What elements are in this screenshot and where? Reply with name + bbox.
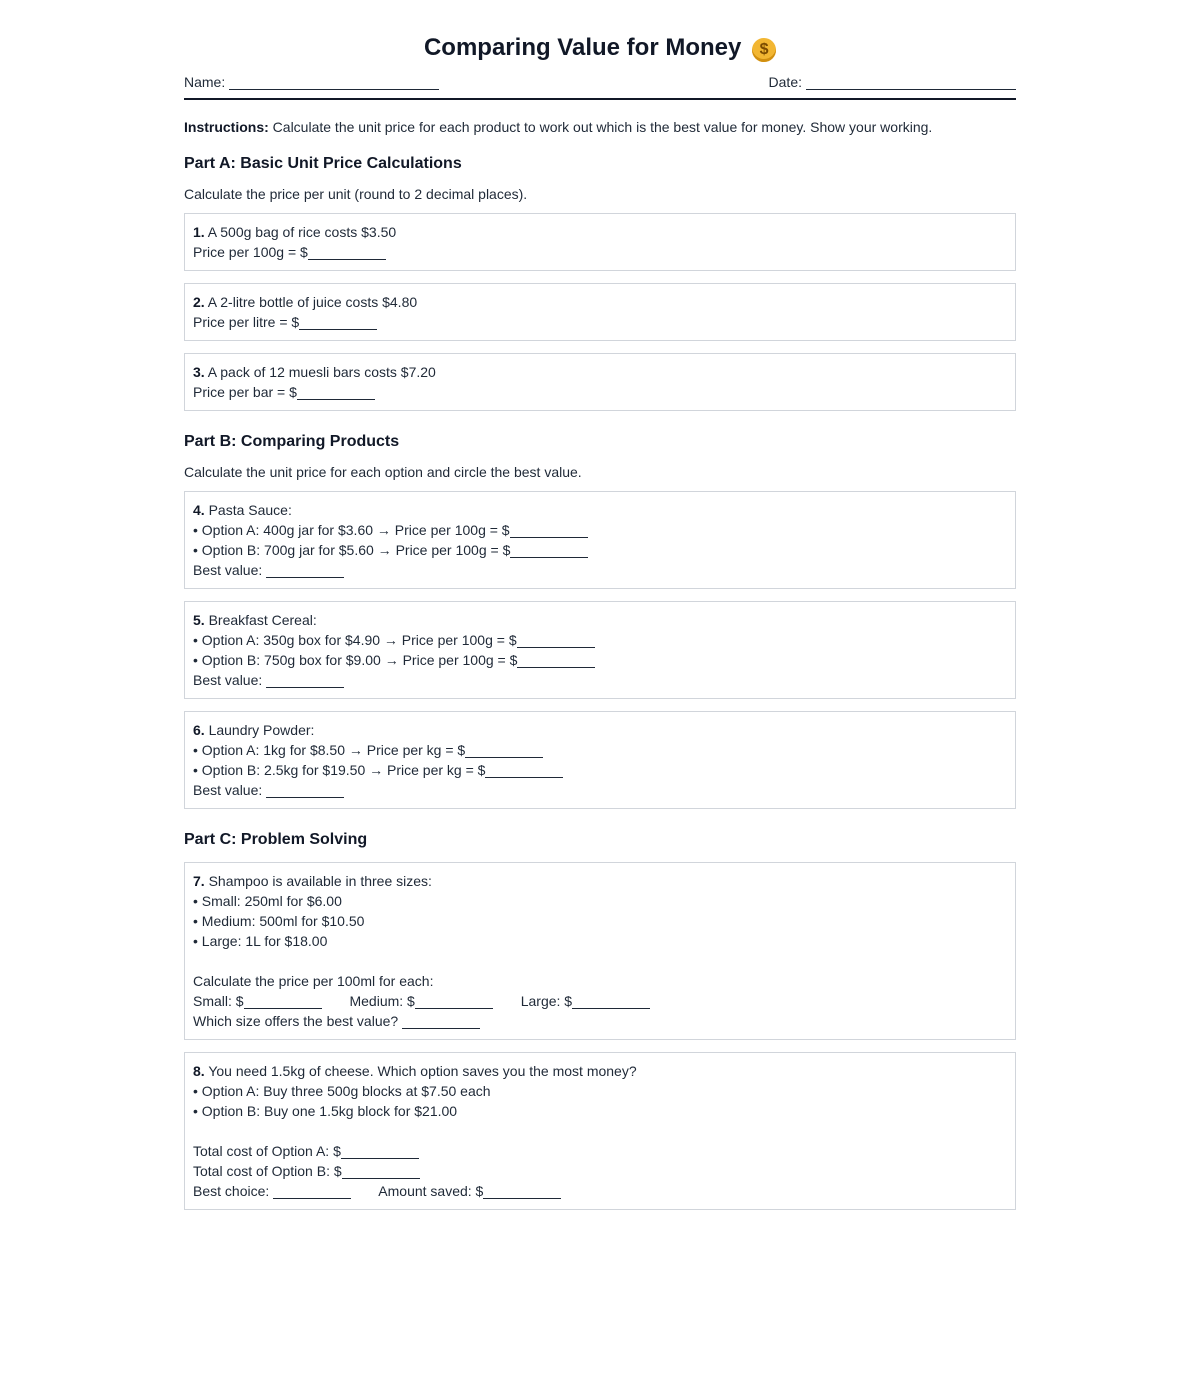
instructions-label: Instructions: (184, 119, 269, 135)
question-8 (184, 1052, 1016, 1210)
question-6 (184, 711, 1016, 809)
question-number: 6. (193, 722, 205, 738)
date-line[interactable] (806, 75, 1016, 90)
question-number: 1. (193, 224, 205, 240)
money-bag-icon: $ (752, 38, 776, 62)
name-label: Name: (184, 74, 226, 90)
question-number: 5. (193, 612, 205, 628)
option-b-text: • Option B: 750g box for $9.00 → Price per 100g = $ (193, 652, 518, 668)
option-b-text: • Option B: 700g jar for $5.60 → Price per 100g = $ (193, 542, 511, 558)
answer-label: Price per litre = $ (193, 314, 300, 330)
total-b-label: Total cost of Option B: $ (193, 1163, 342, 1179)
question-4 (184, 491, 1016, 589)
answer-blank[interactable] (517, 653, 595, 668)
answer-blank[interactable] (297, 385, 375, 400)
question-text: You need 1.5kg of cheese. Which option saves you the most money? (204, 1063, 637, 1079)
option-b-text: • Option B: 2.5kg for $19.50 → Price per kg = $ (193, 762, 486, 778)
answer-blank[interactable] (510, 523, 588, 538)
part-a-subtext: Calculate the price per unit (round to 2 decimal places). (184, 186, 528, 202)
best-choice-blank[interactable] (273, 1184, 351, 1199)
question-text: A pack of 12 muesli bars costs $7.20 (204, 364, 436, 380)
date-field (769, 74, 1016, 90)
amount-saved-blank[interactable] (483, 1184, 561, 1199)
medium-blank[interactable] (415, 994, 493, 1009)
header-row (184, 74, 1016, 100)
best-choice-label: Best choice: (193, 1183, 274, 1199)
calc-label: Calculate the price per 100ml for each: (193, 973, 434, 989)
size-small: • Small: 250ml for $6.00 (193, 893, 342, 909)
answer-blank[interactable] (485, 763, 563, 778)
answer-label: Price per bar = $ (193, 384, 297, 400)
question-text: Breakfast Cereal: (204, 612, 317, 628)
part-c-heading: Part C: Problem Solving (184, 831, 368, 848)
part-b-heading: Part B: Comparing Products (184, 433, 400, 450)
question-text: Laundry Powder: (204, 722, 315, 738)
option-a-text: • Option A: 400g jar for $3.60 → Price per 100g = $ (193, 522, 510, 538)
best-value-label: Best value: (193, 782, 267, 798)
medium-label: Medium: $ (349, 993, 415, 1009)
best-value-label: Best value: (193, 562, 267, 578)
question-2 (184, 283, 1016, 341)
answer-blank[interactable] (510, 543, 588, 558)
option-b-text: • Option B: Buy one 1.5kg block for $21.00 (193, 1103, 458, 1119)
answer-blank[interactable] (299, 315, 377, 330)
large-blank[interactable] (572, 994, 650, 1009)
option-a-text: • Option A: Buy three 500g blocks at $7.50 each (193, 1083, 491, 1099)
page-title (184, 30, 1016, 66)
question-text: Shampoo is available in three sizes: (204, 873, 432, 889)
size-medium: • Medium: 500ml for $10.50 (193, 913, 365, 929)
option-a-text: • Option A: 350g box for $4.90 → Price per 100g = $ (193, 632, 517, 648)
total-a-label: Total cost of Option A: $ (193, 1143, 341, 1159)
answer-blank[interactable] (308, 245, 386, 260)
question-7 (184, 862, 1016, 1040)
question-number: 2. (193, 294, 205, 310)
size-large: • Large: 1L for $18.00 (193, 933, 328, 949)
best-value-blank[interactable] (266, 563, 344, 578)
best-size-label: Which size offers the best value? (193, 1013, 403, 1029)
question-text: Pasta Sauce: (204, 502, 292, 518)
small-label: Small: $ (193, 993, 244, 1009)
question-number: 3. (193, 364, 205, 380)
date-label: Date: (768, 74, 802, 90)
small-blank[interactable] (244, 994, 322, 1009)
best-size-blank[interactable] (402, 1014, 480, 1029)
question-3 (184, 353, 1016, 411)
large-label: Large: $ (520, 993, 573, 1009)
name-line[interactable] (229, 75, 439, 90)
best-value-blank[interactable] (266, 673, 344, 688)
worksheet (184, 0, 1016, 1210)
title-text: Comparing Value for Money (423, 34, 742, 61)
total-a-blank[interactable] (341, 1144, 419, 1159)
total-b-blank[interactable] (342, 1164, 420, 1179)
option-a-text: • Option A: 1kg for $8.50 → Price per kg = $ (193, 742, 466, 758)
instructions-text: Calculate the unit price for each product to work out which is the best value for money. Show your working. (268, 119, 933, 135)
question-number: 8. (193, 1063, 205, 1079)
question-number: 4. (193, 502, 205, 518)
question-1 (184, 213, 1016, 271)
instructions (184, 117, 1016, 137)
answer-label: Price per 100g = $ (193, 244, 308, 260)
question-text: A 2-litre bottle of juice costs $4.80 (204, 294, 418, 310)
answer-blank[interactable] (465, 743, 543, 758)
name-field (184, 74, 439, 90)
best-value-label: Best value: (193, 672, 267, 688)
part-b-subtext: Calculate the unit price for each option and circle the best value. (184, 464, 582, 480)
amount-saved-label: Amount saved: $ (378, 1183, 484, 1199)
question-text: A 500g bag of rice costs $3.50 (204, 224, 397, 240)
answer-blank[interactable] (517, 633, 595, 648)
question-number: 7. (193, 873, 205, 889)
best-value-blank[interactable] (266, 783, 344, 798)
question-5 (184, 601, 1016, 699)
part-a-heading: Part A: Basic Unit Price Calculations (184, 155, 462, 172)
